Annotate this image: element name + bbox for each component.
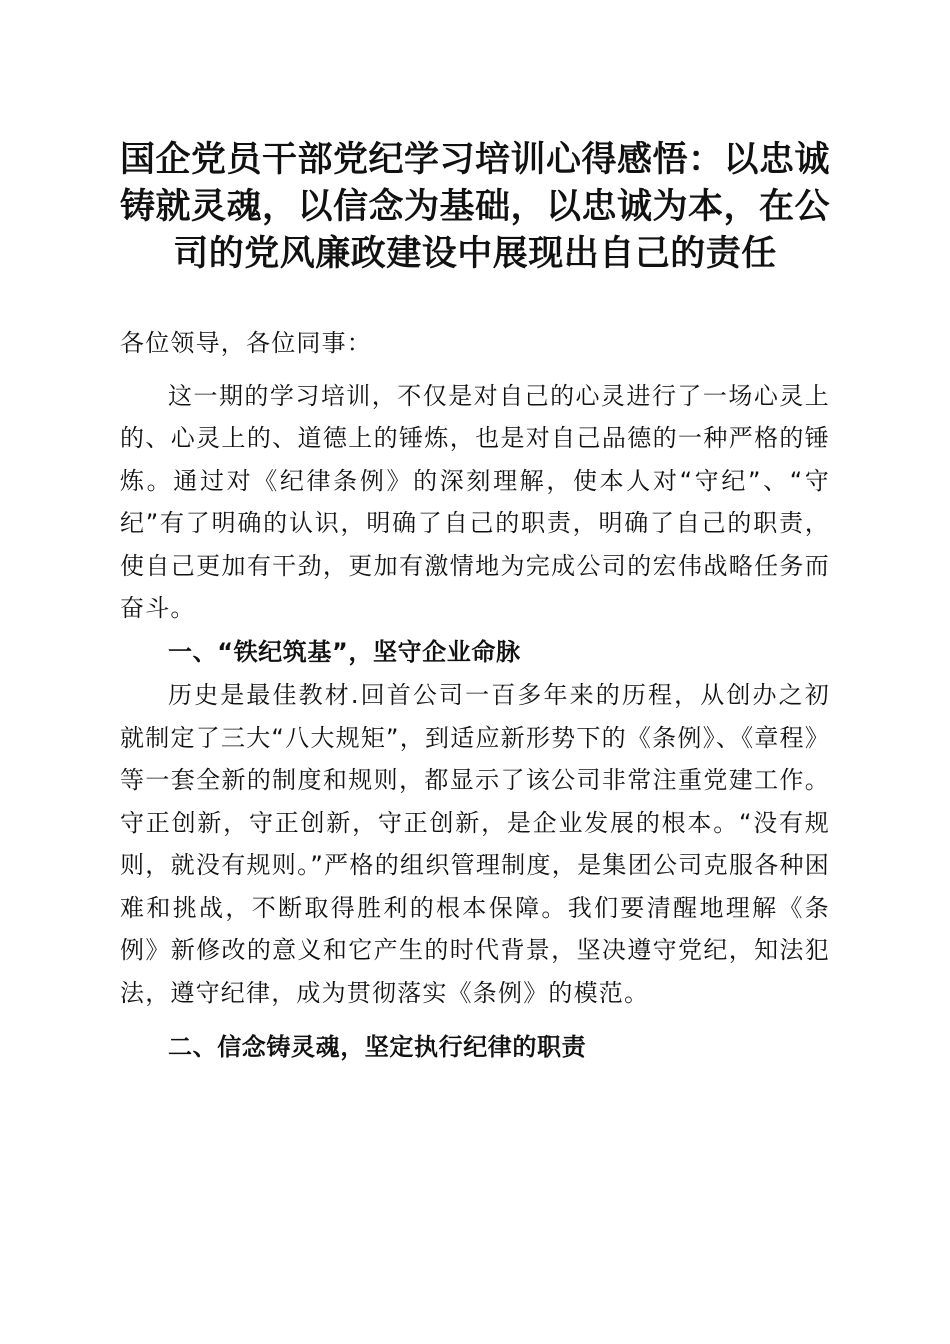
section-1-paragraph: 历史是最佳教材.回首公司一百多年来的历程，从创办之初就制定了三大“八大规矩”，到适应新形势下的《条例》、《章程》等一套全新的制度和规则，都显示了该公司非常注重党建工作。守正创新，守正创新，守正创新，是企业发展的根本。“没有规则，就没有规则。”严格的组织管理制度，是集团公司克服各种困难和挑战，不断取得胜利的根本保障。我们要清醒地理解《条例》新修改的意义和它产生的时代背景，坚决遵守党纪，知法犯法，遵守纪律，成为贯彻落实《条例》的模范。	[120, 681, 830, 1007]
section-2-heading: 二、信念铸灵魂，坚定执行纪律的职责	[168, 1033, 587, 1061]
document-title: 国企党员干部党纪学习培训心得感悟：以忠诚铸就灵魂，以信念为基础，以忠诚为本，在公司的党风廉政建设中展现出自己的责任	[119, 139, 830, 274]
document-body	[120, 322, 830, 1069]
salutation: 各位领导，各位同事：	[120, 329, 372, 357]
intro-paragraph: 这一期的学习培训，不仅是对自己的心灵进行了一场心灵上的、心灵上的、道德上的锤炼，也是对自己品德的一种严格的锤炼。通过对《纪律条例》的深刻理解，使本人对“守纪”、“守纪”有了明确的认识，明确了自己的职责，明确了自己的职责，使自己更加有干劲，更加有激情地为完成公司的宏伟战略任务而奋斗。	[120, 381, 830, 622]
section-1-heading: 一、“铁纪筑基”，坚守企业命脉	[168, 637, 521, 666]
